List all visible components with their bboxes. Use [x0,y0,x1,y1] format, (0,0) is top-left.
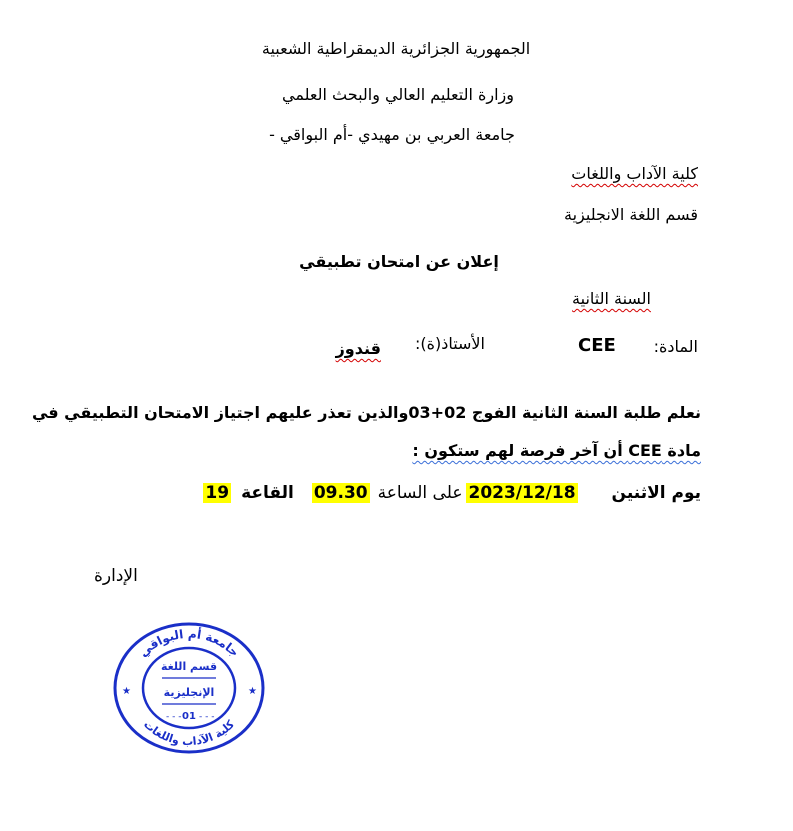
teacher-name: قندوز [335,339,381,358]
stamp-number: 01 [182,711,196,722]
stamp-inner-line-1: قسم اللغة [160,660,218,673]
body-line-1: نعلم طلبة السنة الثانية الفوج 02+03والذين تعذر عليهم اجتياز الامتحان التطبيقي في [31,403,701,422]
schedule-room-label: القاعة [241,483,294,503]
stamp-ring-top: جامعة أم البواقي [136,626,242,660]
schedule-time: 09.30 [313,483,368,503]
schedule-time-label: على الساعة [377,483,463,503]
header-ministry: وزارة التعليم العالي والبحث العلمي [282,85,514,104]
schedule-line [203,482,701,504]
subject-value: CEE [578,335,616,356]
header-university: جامعة العربي بن مهيدي -أم البواقي - [269,125,515,144]
year-label: السنة الثانية [572,289,651,308]
star-icon: ★ [122,686,131,697]
teacher-label: الأستاذ(ة): [414,334,485,353]
schedule-room: 19 [205,483,230,503]
star-icon: ★ [248,686,257,697]
announcement-title: إعلان عن امتحان تطبيقي [299,252,499,271]
schedule-date: 2023/12/18 [468,483,576,503]
subject-label: المادة: [653,337,698,356]
official-stamp [108,618,270,756]
schedule-day: يوم الاثنين [611,483,701,503]
header-republic: الجمهورية الجزائرية الديمقراطية الشعبية [261,39,531,58]
stamp-dashes: - - - [199,712,215,722]
signature-label: الإدارة [94,566,138,586]
stamp-inner-line-2: الإنجليزية [163,686,215,699]
stamp-ring-bottom: كلية الآداب واللغات [141,717,237,749]
faculty-name: كلية الآداب واللغات [571,164,698,183]
body-line-2: مادة CEE أن آخر فرصة لهم ستكون : [412,441,701,460]
stamp-dashes: - - - [166,712,182,722]
department-name: قسم اللغة الانجليزية [564,205,698,224]
